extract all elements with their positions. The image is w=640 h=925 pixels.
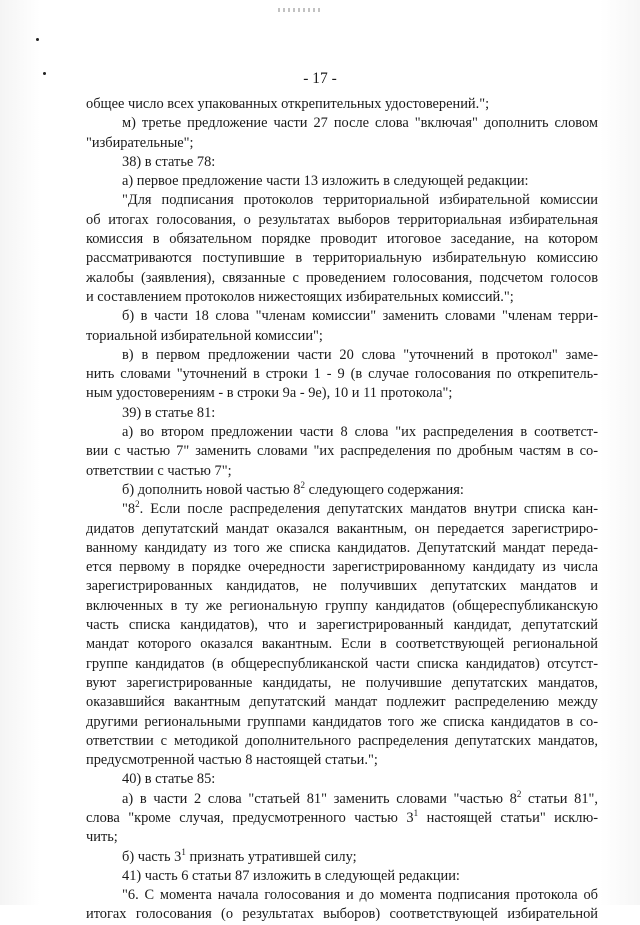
text-line: а) в части 2 слова "статьей 81" заменить словами "частью $8^2$ статьи 81", [122,789,598,807]
text-line: б) часть $3^1$ признать утратившей силу; [122,847,357,865]
text-line: ториальной избирательной комиссии"; [86,327,323,344]
text-line: 38) в статье 78: [122,153,216,170]
text-line: группе кандидатов (в общереспубликанской части списка кандидатов) отсутст- [86,655,598,672]
page-number: - 17 - [303,70,337,87]
text-line: предусмотренной частью 8 настоящей статьи."; [86,752,378,769]
scan-artifact-top [278,8,320,12]
text-line: жалобы (заявления), связанные с проведением голосования, подсчетом голосов [86,269,598,286]
text-line: оказавшийся вакантным депутатский мандат подлежит распределению между [86,694,598,711]
text-line: "$8^2$. Если после распределения депутатских мандатов внутри списка кан- [122,500,598,518]
text-line: другими региональными группами кандидатов того же списка кандидатов в со- [86,713,598,730]
text-line: слова "кроме случая, предусмотренного частью $3^1$ настоящей статьи" исклю- [86,808,598,826]
text-line: а) во втором предложении части 8 слова "их распределения в соответст- [122,424,598,441]
text-line: б) дополнить новой частью $8^2$ следующего содержания: [122,480,464,498]
text-line: часть списка кандидатов), что и зарегистрированный кандидат, депутатский [86,617,598,634]
text-line: ным удостоверениям - в строки 9а - 9е), 10 и 11 протокола"; [86,385,453,402]
text-line: "Для подписания протоколов территориальной избирательной комиссии [122,192,598,209]
text-line: включенных в ту же региональную группу кандидатов (общереспубликанскую [86,597,598,614]
document-body [86,95,598,925]
text-line: нить словами "уточнений в строки 1 - 9 (в случае голосования по открепитель- [86,366,598,383]
text-line: об итогах голосования, о результатах выборов территориальная избирательная [86,211,598,228]
text-line: ется первому в порядке очередности зарегистрированному кандидату из числа [86,559,598,576]
text-line: и составлением протоколов нижестоящих избирательных комиссий."; [86,288,514,305]
text-line: чить; [86,829,118,846]
text-line: ответствии с методикой дополнительного распределения депутатских мандатов, [86,732,598,749]
text-line: 40) в статье 85: [122,771,216,788]
text-line: дидатов депутатский мандат оказался вакантным, он передается зарегистриро- [86,520,598,537]
text-line: а) первое предложение части 13 изложить в следующей редакции: [122,173,529,190]
text-line: комиссия в обязательном порядке проводит итоговое заседание, на котором [86,231,598,248]
text-line: общее число всех упакованных открепительных удостоверений."; [86,96,490,112]
text-line: б) в части 18 слова "членам комиссии" заменить словами "членам терри- [122,308,598,325]
text-line: "избирательные"; [86,134,194,151]
text-line: зарегистрированных кандидатов, не получивших депутатских мандатов и [86,578,598,595]
text-line: мандат которого оказался вакантным. Если в соответствующей региональной [86,636,598,653]
text-line: ответствии с частью 7"; [86,462,232,479]
text-line: вуют зарегистрированные кандидаты, не получившие депутатских мандатов, [86,674,598,691]
text-line: м) третье предложение части 27 после слова "включая" дополнить словом [122,115,598,132]
text-line: 41) часть 6 статьи 87 изложить в следующей редакции: [122,867,460,884]
text-line: ванному кандидату из того же списка кандидатов. Депутатский мандат переда- [86,539,598,556]
text-line: вии с частью 7" заменить словами "их распределения по дробным частям в со- [86,443,598,460]
text-line: в) в первом предложении части 20 слова "уточнений в протокол" заме- [122,346,598,363]
scan-speck [36,38,39,41]
text-line: "6. С момента начала голосования и до момента подписания протокола об [122,887,598,904]
text-line: итогах голосования (о результатах выборов) соответствующей избирательной [86,906,598,923]
text-line: рассматриваются поступившие в территориальную избирательную комиссию [86,250,598,267]
text-line: 39) в статье 81: [122,404,216,421]
